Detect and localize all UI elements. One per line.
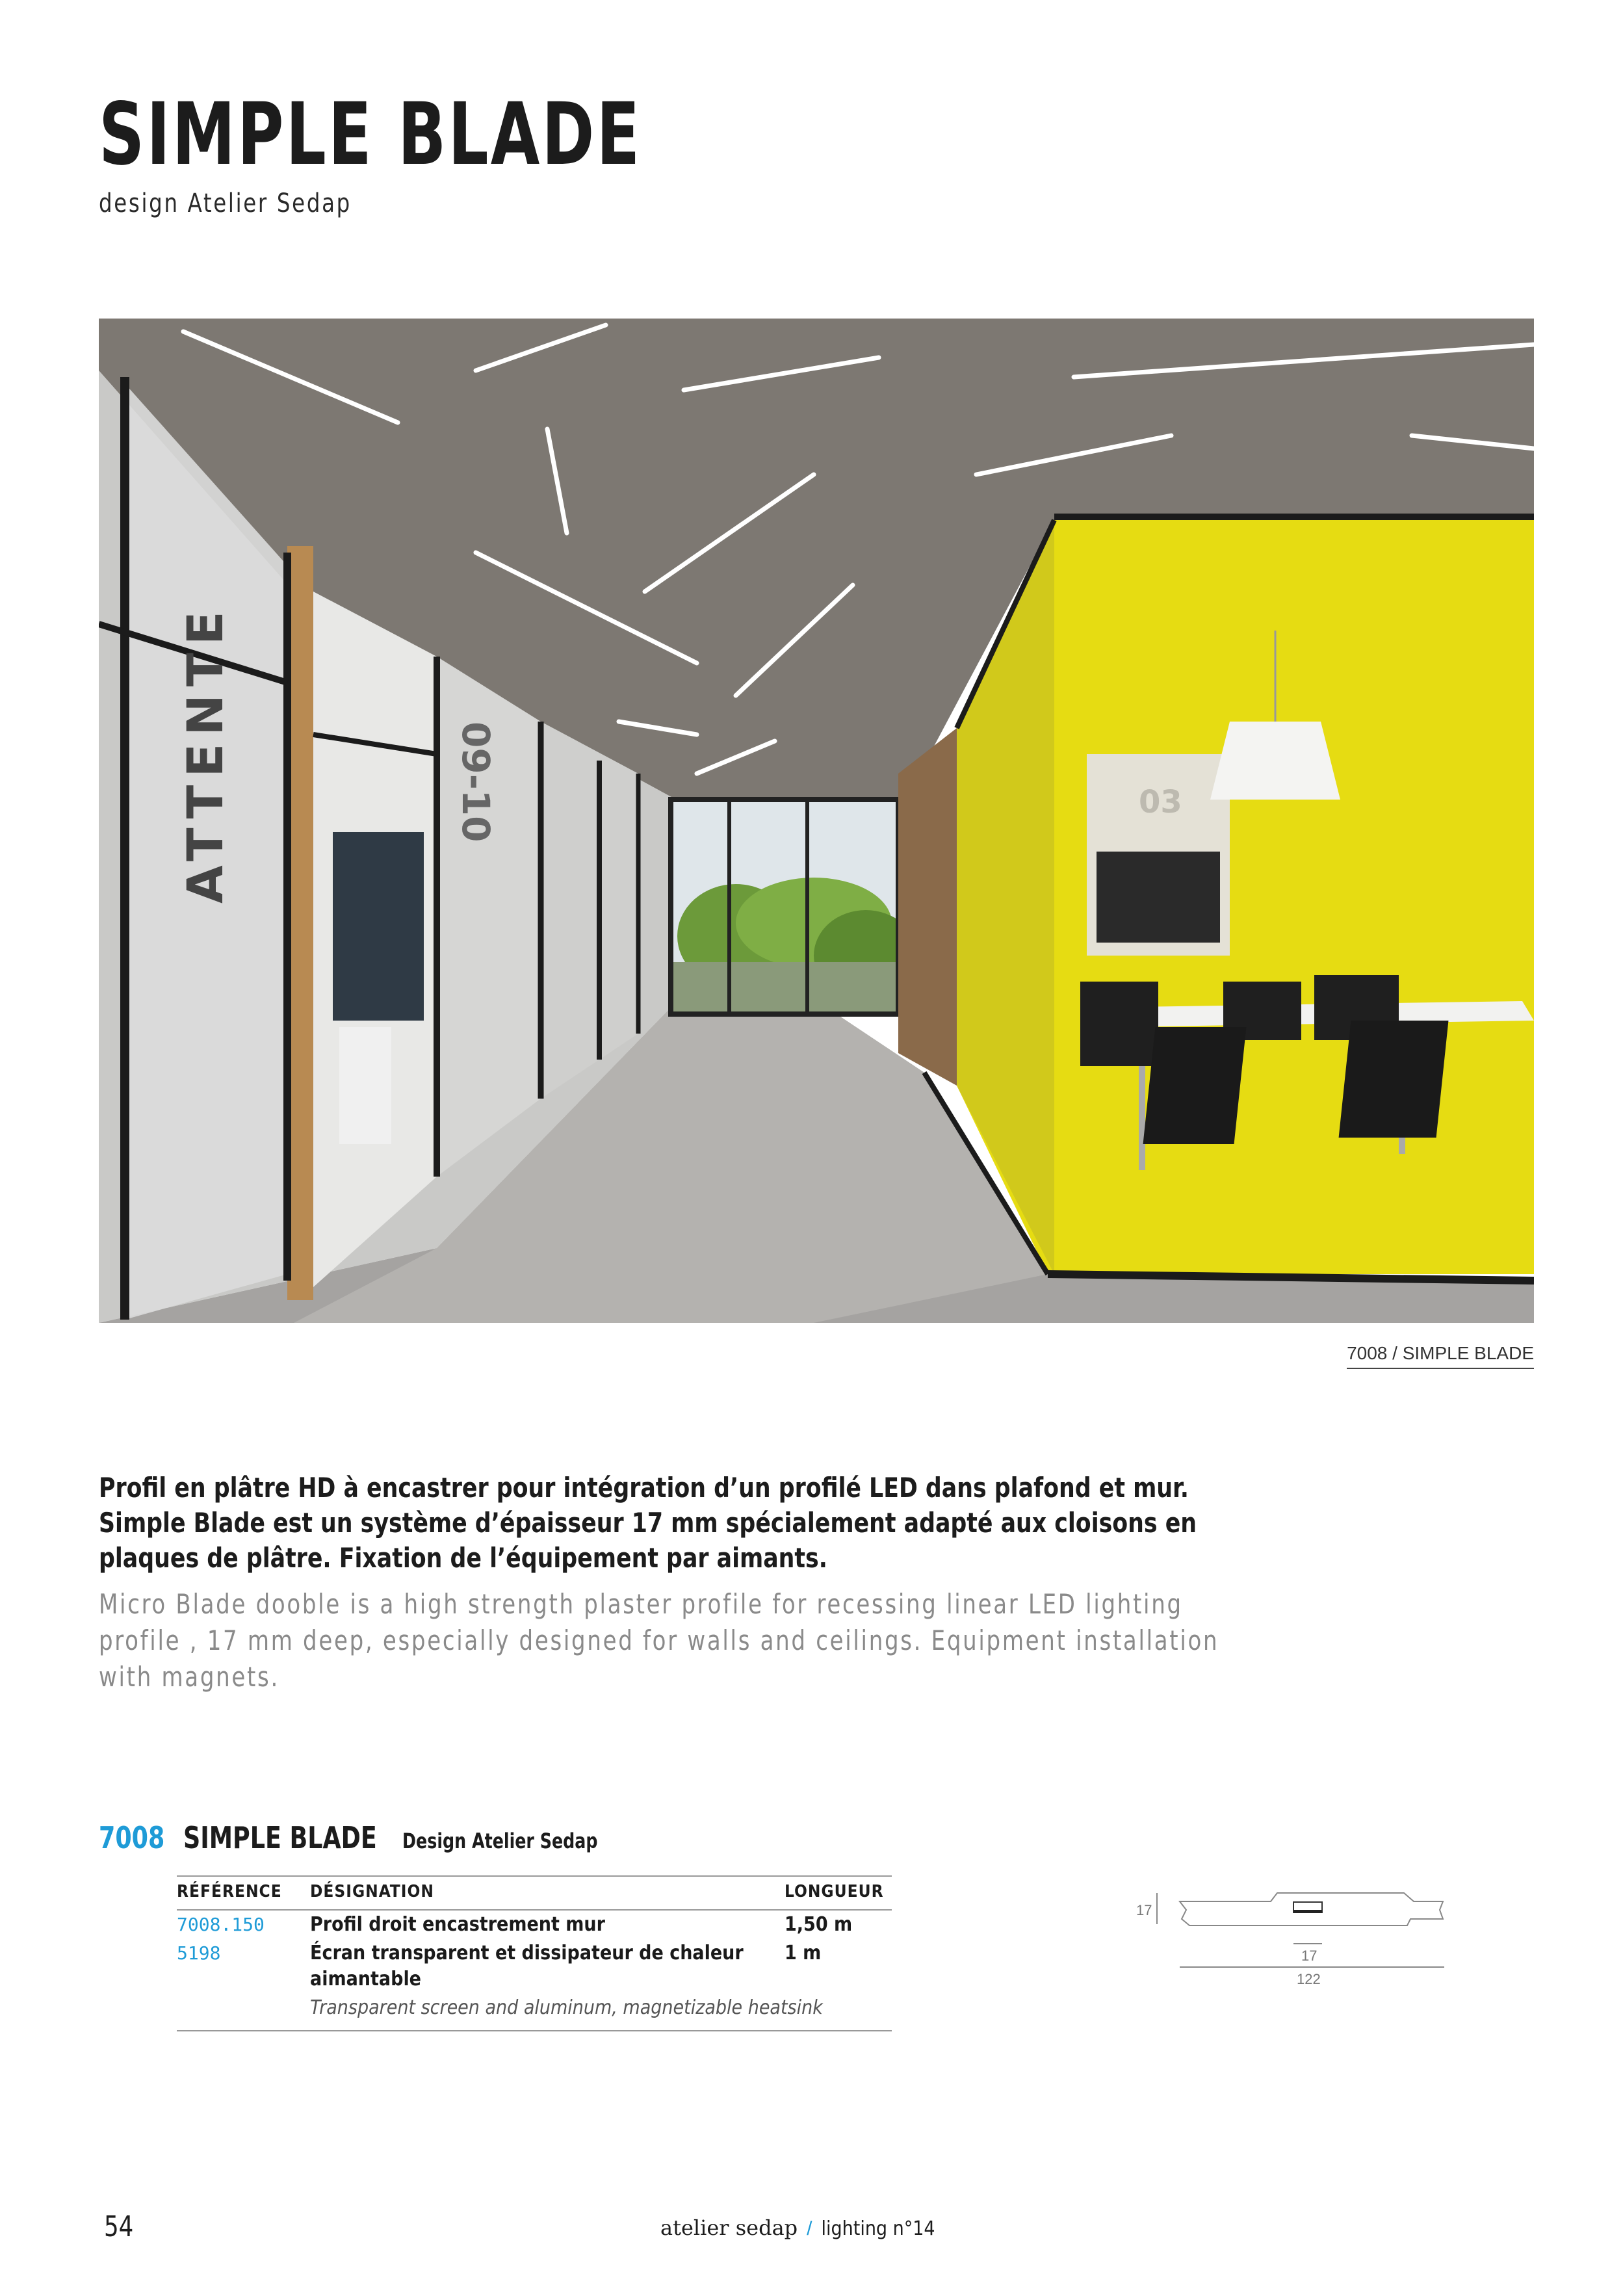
photo-caption: 7008 / SIMPLE BLADE bbox=[1347, 1343, 1534, 1369]
column-header-designation: DÉSIGNATION bbox=[310, 1876, 785, 1910]
poster-number: 03 bbox=[1139, 784, 1182, 820]
footer-brand bbox=[660, 2215, 935, 2240]
footer-separator: / bbox=[807, 2218, 812, 2239]
designer-subtitle: design Atelier Sedap bbox=[99, 189, 352, 218]
row-length: 1 m bbox=[785, 1942, 822, 1964]
table-header-row bbox=[177, 1876, 892, 1910]
product-heading bbox=[99, 1820, 598, 1855]
door-number: 09-10 bbox=[454, 722, 498, 842]
table-row-note bbox=[177, 1994, 892, 2031]
reference-table bbox=[177, 1875, 892, 2031]
issue-label: lighting n°14 bbox=[821, 2217, 935, 2240]
row-reference: 5198 bbox=[177, 1942, 221, 1964]
row-length: 1,50 m bbox=[785, 1913, 853, 1936]
row-designation: Profil droit encastrement mur bbox=[310, 1913, 605, 1936]
table-row bbox=[177, 1939, 892, 1994]
inner-width-label: 17 bbox=[1301, 1948, 1318, 1964]
table-row bbox=[177, 1910, 892, 1939]
height-dimension-label: 17 bbox=[1136, 1902, 1152, 1918]
product-photo bbox=[99, 319, 1534, 1323]
row-english-note: Transparent screen and aluminum, magnetizable heatsink bbox=[310, 1994, 892, 2031]
column-header-length: LONGUEUR bbox=[785, 1876, 892, 1910]
description-french: Profil en plâtre HD à encastrer pour intégration d’un profilé LED dans plafond et mur. Simple Blade est un système d’épaisseur 17 mm spécialement adapté aux cloisons en plaques de plâtre. Fixation de l’équipement par aimants. bbox=[99, 1472, 1197, 1574]
page-number: 54 bbox=[104, 2210, 134, 2243]
description-english: Micro Blade dooble is a high strength plaster profile for recessing linear LED lighting profile , 17 mm deep, especially designed for walls and ceilings. Equipment installation with magnets. bbox=[99, 1588, 1219, 1693]
row-designation: Écran transparent et dissipateur de chaleur aimantable bbox=[310, 1942, 744, 1990]
product-name: SIMPLE BLADE bbox=[183, 1820, 377, 1855]
profile-section-diagram bbox=[1105, 1872, 1469, 1989]
brand-name: atelier sedap bbox=[660, 2215, 798, 2240]
column-header-reference: RÉFÉRENCE bbox=[177, 1876, 310, 1910]
product-code: 7008 bbox=[99, 1820, 165, 1855]
total-width-label: 122 bbox=[1297, 1971, 1321, 1987]
product-design: Design Atelier Sedap bbox=[402, 1829, 598, 1853]
row-reference: 7008.150 bbox=[177, 1914, 265, 1935]
page-title: SIMPLE BLADE bbox=[99, 85, 642, 185]
attente-sign: ATTENTE bbox=[176, 603, 234, 904]
